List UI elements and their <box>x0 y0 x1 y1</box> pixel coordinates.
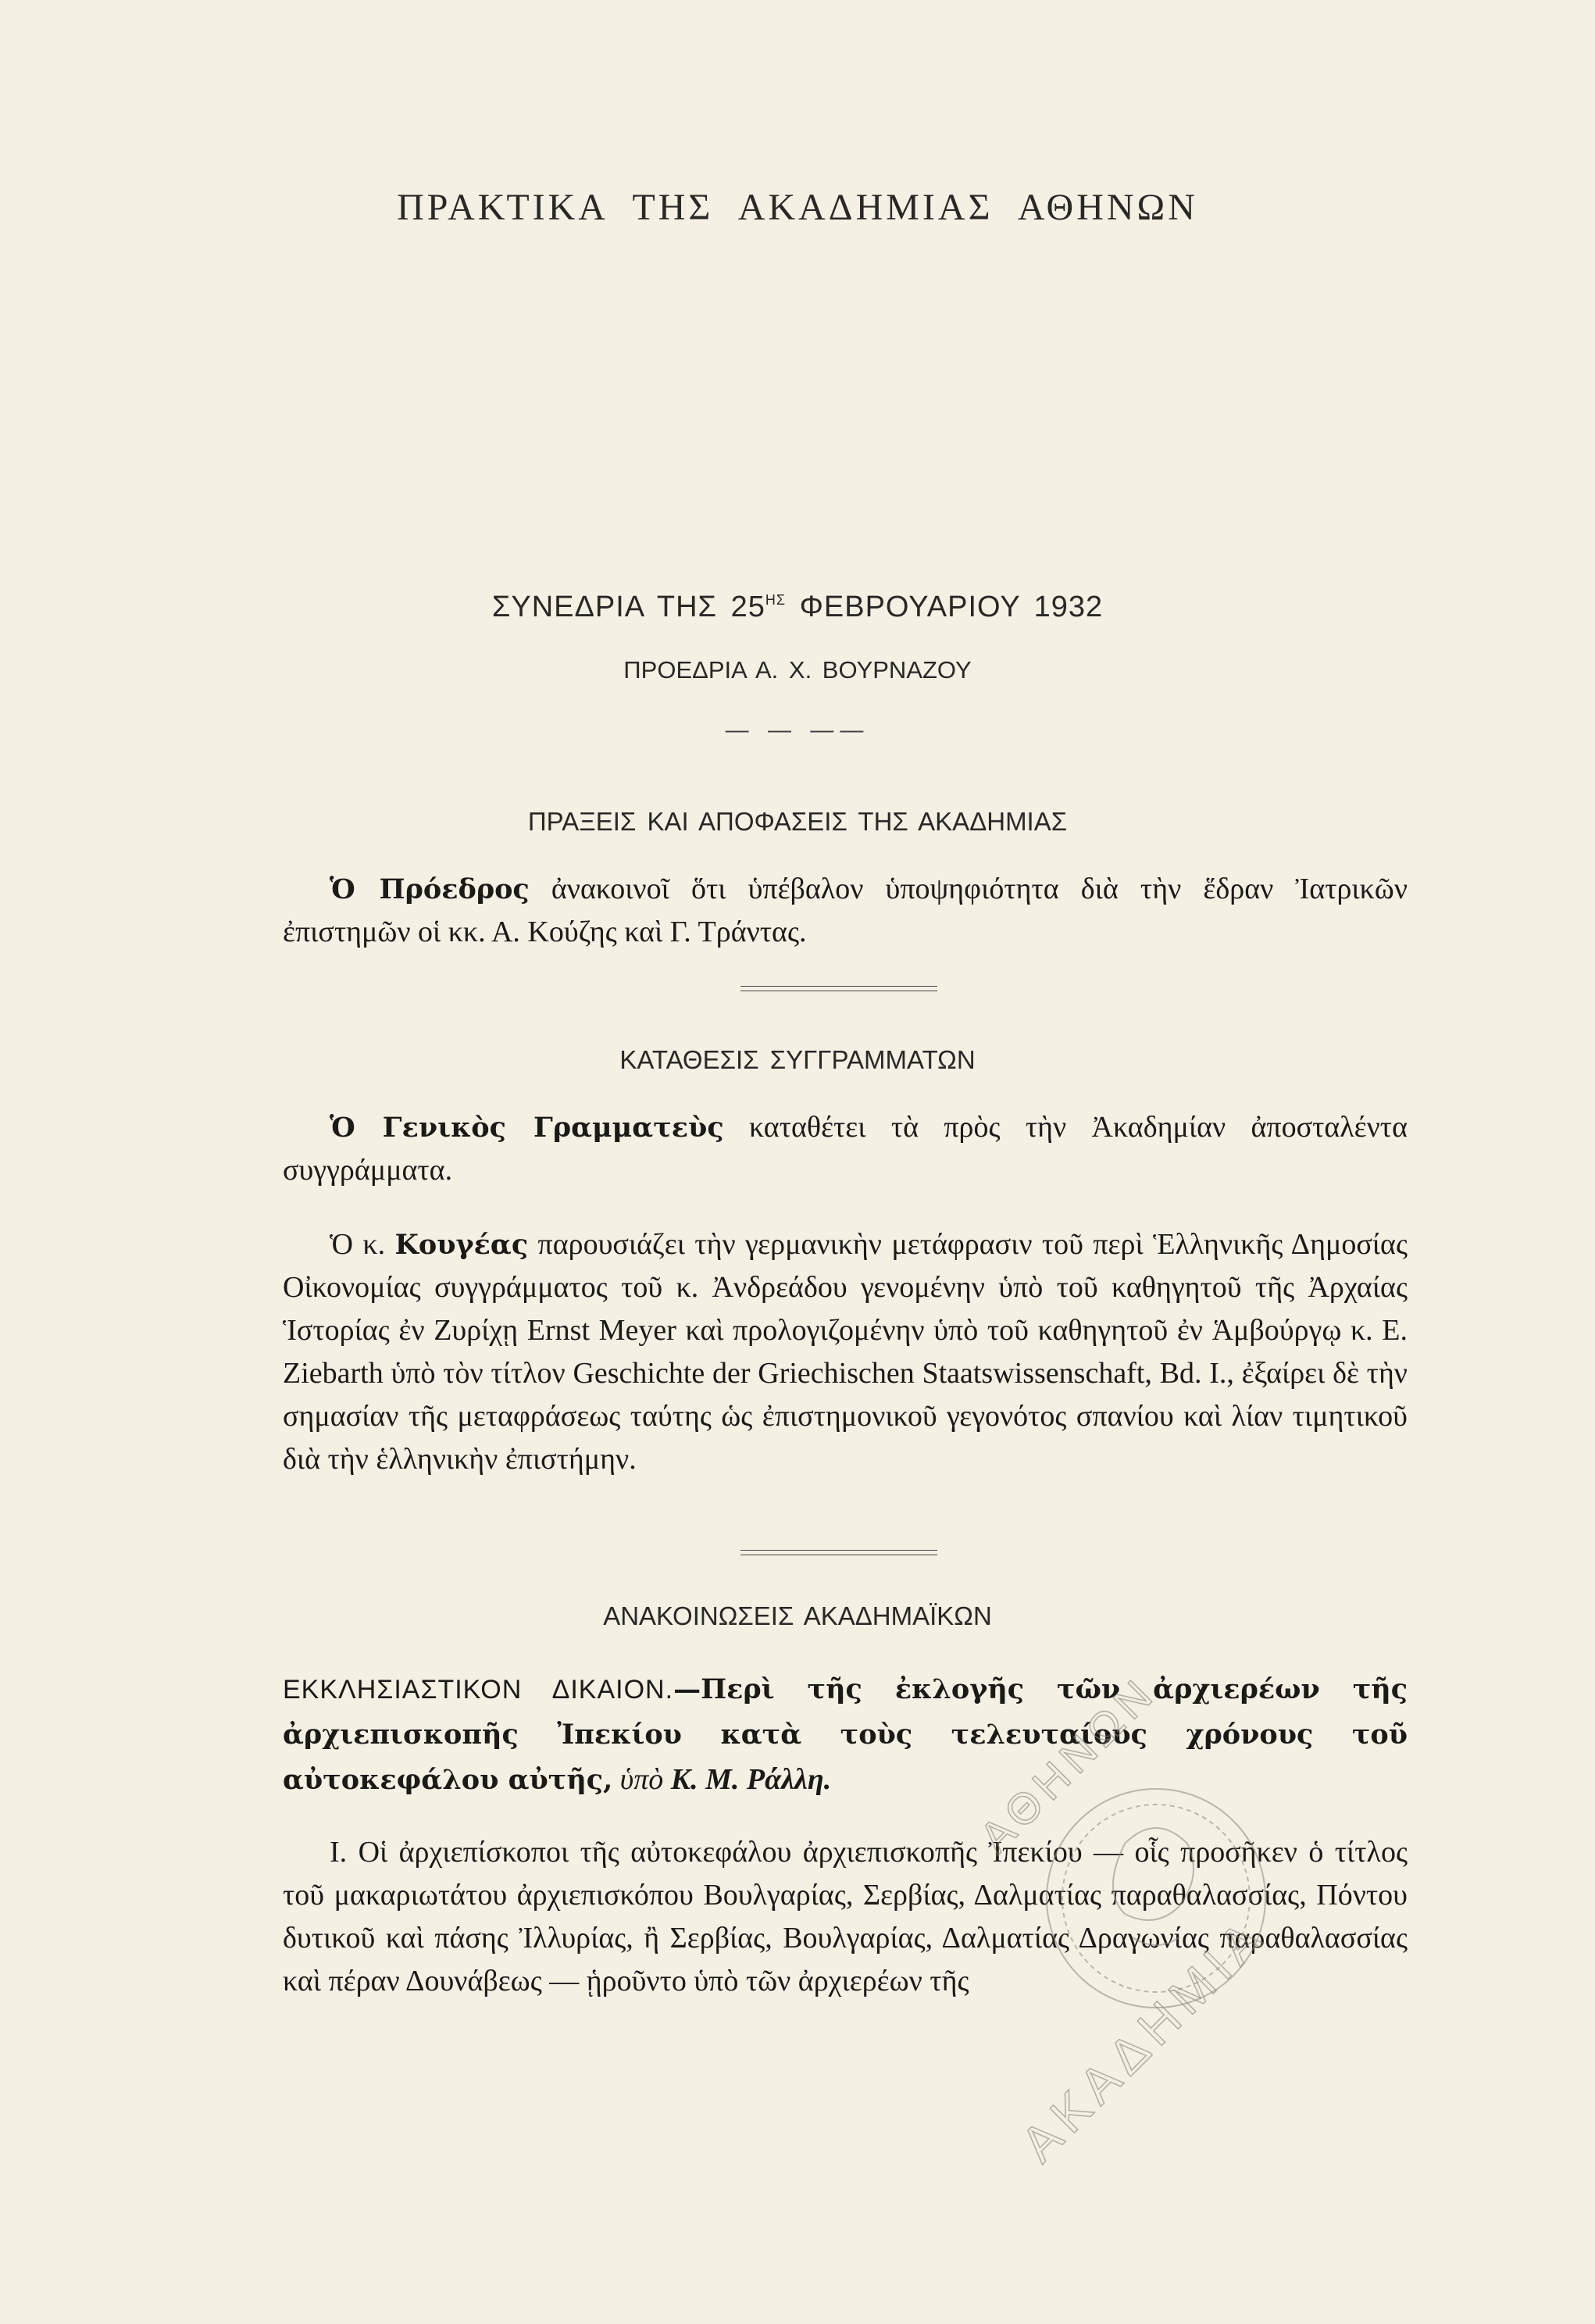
paragraph-lead: Κουγέας <box>394 1229 529 1261</box>
running-head: ΠΡΑΚΤΙΚΑ ΤΗΣ ΑΚΑΔΗΜΙΑΣ ΑΘΗΝΩΝ <box>397 187 1198 228</box>
paragraph-number: Ι. <box>330 1836 348 1869</box>
watermark-text-upper: ΑΚΑΔΗΜΙΑ <box>1010 1905 1277 2173</box>
paragraph-lead: Ὁ Πρόεδρος <box>330 873 530 905</box>
section-heading-katathesis: ΚΑΤΑΘΕΣΙΣ ΣΥΓΓΡΑΜΜΑΤΩΝ <box>619 1045 976 1074</box>
paragraph-article-1 <box>283 1831 1408 2003</box>
section-heading-anakoinoseis: ΑΝΑΚΟΙΝΩΣΕΙΣ ΑΚΑΔΗΜΑΪΚΩΝ <box>603 1601 992 1630</box>
paragraph-katathesis-2 <box>283 1223 1408 1481</box>
paragraph-praxeis <box>283 868 1408 954</box>
session-title-sup: ΗΣ <box>765 592 786 608</box>
dash-separator: — — —— <box>725 717 870 743</box>
paragraph-text: Οἱ ἀρχιεπίσκοποι τῆς αὐτοκεφάλου ἀρχιεπισκοπῆς Ἰπεκίου — οἷς προσῆκεν ὁ τίτλος τοῦ μακαριωτάτου ἀρχιεπισκόπου Βουλγαρίας, Σερβίας, Δαλματίας παραθαλασσίας, Πόντου δυτικοῦ καὶ πάσης Ἰλλυρίας, ἢ Σερβίας, Βουλγαρίας, Δαλματίας Δραγωνίας παραθαλασσίας καὶ πέραν Δουνάβεως — ᾑροῦντο ὑπὸ τῶν ἀρχιερέων τῆς <box>283 1836 1408 1997</box>
session-title-prefix: ΣΥΝΕΔΡΙΑ ΤΗΣ 25 <box>491 591 765 623</box>
double-rule <box>740 1550 937 1555</box>
double-rule <box>740 986 937 991</box>
article-label: ΕΚΚΛΗΣΙΑΣΤΙΚΟΝ ΔΙΚΑΙΟΝ. <box>283 1675 674 1705</box>
paragraph-text: παρουσιάζει τὴν γερμανικὴν μετάφρασιν τοῦ περὶ Ἑλληνικῆς Δημοσίας Οἰκονομίας συγγράμματος τοῦ κ. Ἀνδρεάδου γενομένην ὑπὸ τοῦ καθηγητοῦ τῆς Ἀρχαίας Ἱστορίας ἐν Ζυρίχῃ Ernst Meyer καὶ προλογιζομένην ὑπὸ τοῦ καθηγητοῦ ἐν Ἁμβούργῳ κ. E. Ziebarth ὑπὸ τὸν τίτλον Geschichte der Griechischen Staatswissenschaft, Bd. I., ἐξαίρει δὲ τὴν σημασίαν τῆς μεταφράσεως ταύτης ὡς ἐπιστημονικοῦ γεγονότος σπανίου καὶ λίαν τιμητικοῦ διὰ τὴν ἑλληνικὴν ἐπιστήμην. <box>283 1228 1408 1476</box>
session-chair: ΠΡΟΕΔΡΙΑ Α. Χ. ΒΟΥΡΝΑΖΟΥ <box>623 656 972 684</box>
section-heading-praxeis: ΠΡΑΞΕΙΣ ΚΑΙ ΑΠΟΦΑΣΕΙΣ ΤΗΣ ΑΚΑΔΗΜΙΑΣ <box>527 807 1068 836</box>
paragraph-katathesis-1 <box>283 1106 1408 1192</box>
article-title-text: —Περὶ τῆς ἐκλογῆς τῶν ἀρχιερέων τῆς ἀρχιεπισκοπῆς Ἰπεκίου κατὰ τοὺς τελευταίους χρόνους τοῦ αὐτοκεφάλου αὐτῆς, <box>283 1673 1408 1796</box>
session-title <box>0 591 1595 624</box>
paragraph-lead: Ὁ Γενικὸς Γραμματεὺς <box>330 1112 724 1144</box>
article-author-name: Κ. Μ. Ράλλη. <box>670 1763 832 1796</box>
article-by: ὑπὸ <box>612 1763 671 1796</box>
session-title-suffix: ΦΕΒΡΟΥΑΡΙΟΥ 1932 <box>799 591 1104 623</box>
paragraph-text: ἀνακοινοῖ ὅτι ὑπέβαλον ὑποψηφιότητα διὰ τὴν ἕδραν Ἰατρικῶν ἐπιστημῶν οἱ κκ. Α. Κούζης καὶ Γ. Τράντας. <box>283 873 1408 948</box>
article-author <box>671 1763 831 1796</box>
article-title <box>283 1666 1408 1802</box>
paragraph-text: καταθέτει τὰ πρὸς τὴν Ἀκαδημίαν ἀποσταλέντα συγγράμματα. <box>283 1111 1408 1187</box>
watermark-text-lower: ΑΘΗΝΩΝ <box>969 1666 1166 1862</box>
paragraph-prefix: Ὁ κ. <box>330 1228 395 1261</box>
